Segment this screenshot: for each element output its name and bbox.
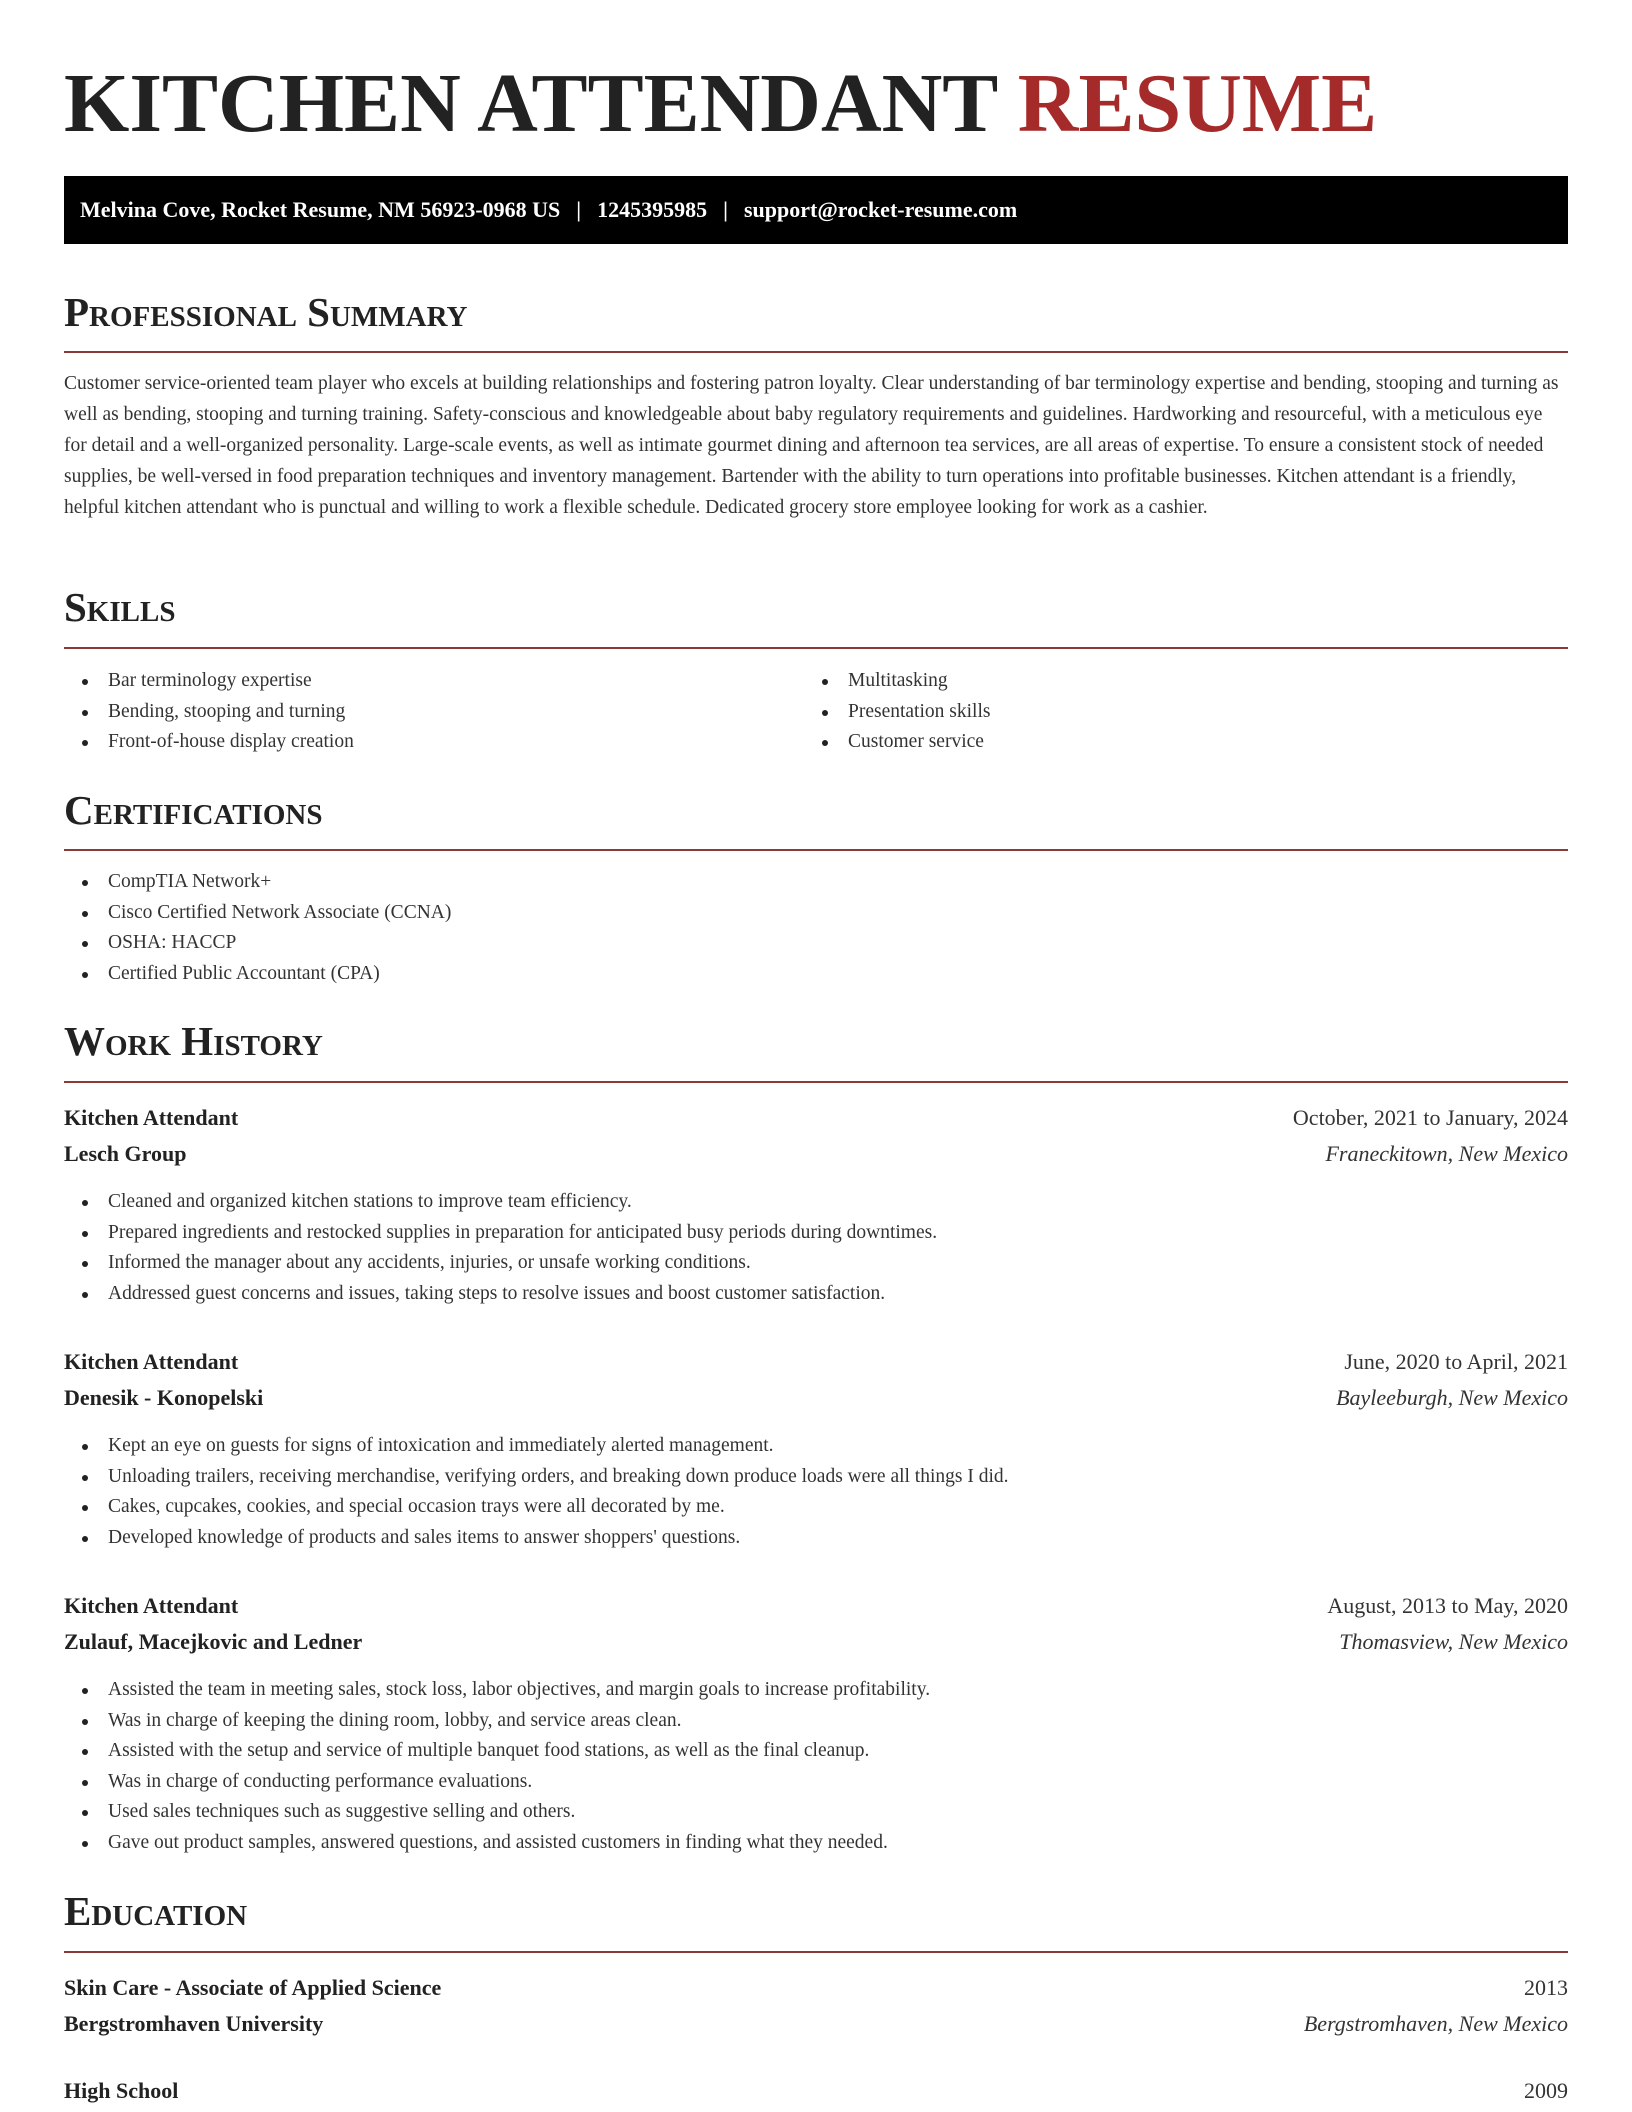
skill-item: Bar terminology expertise <box>64 666 804 697</box>
job-header <box>64 1100 1568 1136</box>
job-duty: Was in charge of keeping the dining room, lobby, and service areas clean. <box>64 1706 1568 1737</box>
education-degree: Skin Care - Associate of Applied Science <box>64 1975 442 2000</box>
skills-list-left <box>64 666 804 758</box>
job-duty: Assisted the team in meeting sales, stock loss, labor objectives, and margin goals to increase profitability. <box>64 1675 1568 1706</box>
job-company: Zulauf, Macejkovic and Ledner <box>64 1629 363 1654</box>
skill-item: Bending, stooping and turning <box>64 697 804 728</box>
job-location: Franeckitown, New Mexico <box>1325 1141 1568 1166</box>
job-title: Kitchen Attendant <box>64 1105 239 1130</box>
certification-item: Certified Public Accountant (CPA) <box>64 959 1568 990</box>
section-heading-work-history: Work History <box>64 1018 323 1064</box>
summary-text: Customer service-oriented team player who excels at building relationships and fostering patron loyalty. Clear understanding of bar terminology expertise and bending, stooping and turning as well as bending, stooping and turning training. Safety-conscious and knowledgeable about baby regulatory requirements and guidelines. Hardworking and resourceful, with a meticulous eye for detail and a well-organized personality. Large-scale events, as well as intimate gourmet dining and afternoon tea services, are all areas of expertise. To ensure a consistent stock of needed supplies, be well-versed in food preparation techniques and inventory management. Bartender with the ability to turn operations into profitable businesses. Kitchen attendant is a friendly, helpful kitchen attendant who is punctual and willing to work a flexible schedule. Dedicated grocery store employee looking for work as a cashier. <box>64 373 1559 518</box>
section-heading-education: Education <box>64 1888 248 1934</box>
job-duties-list <box>64 1675 1568 1858</box>
job-company: Lesch Group <box>64 1141 187 1166</box>
job-subheader <box>64 1380 1568 1416</box>
section-divider <box>64 351 1568 353</box>
education-subheader <box>64 2006 1568 2042</box>
job-duties-list <box>64 1187 1568 1309</box>
certifications-list <box>64 867 1568 989</box>
education-year: 2009 <box>1524 2078 1568 2103</box>
job-duty: Gave out product samples, answered questions, and assisted customers in finding what they needed. <box>64 1828 1568 1859</box>
contact-bar <box>64 176 1568 244</box>
title-main: KITCHEN ATTENDANT <box>64 57 997 150</box>
contact-separator: | <box>723 197 728 222</box>
job-duty: Addressed guest concerns and issues, taking steps to resolve issues and boost customer satisfaction. <box>64 1279 1568 1310</box>
job-title: Kitchen Attendant <box>64 1349 239 1374</box>
job-duty: Used sales techniques such as suggestive selling and others. <box>64 1797 1568 1828</box>
job-title: Kitchen Attendant <box>64 1593 239 1618</box>
education-header <box>64 2073 1568 2109</box>
job-duty: Cleaned and organized kitchen stations to improve team efficiency. <box>64 1187 1568 1218</box>
job-duty: Assisted with the setup and service of multiple banquet food stations, as well as the final cleanup. <box>64 1736 1568 1767</box>
job-duty: Developed knowledge of products and sales items to answer shoppers' questions. <box>64 1523 1568 1554</box>
section-divider <box>64 1081 1568 1083</box>
skill-item: Multitasking <box>804 666 1544 697</box>
section-divider <box>64 647 1568 649</box>
education-degree: High School <box>64 2078 179 2103</box>
skill-item: Customer service <box>804 727 1544 758</box>
job-location: Thomasview, New Mexico <box>1339 1629 1568 1654</box>
certification-item: OSHA: HACCP <box>64 928 1568 959</box>
skills-list-right <box>804 666 1544 758</box>
resume-title <box>64 54 1377 154</box>
job-duty: Prepared ingredients and restocked supplies in preparation for anticipated busy periods during downtimes. <box>64 1218 1568 1249</box>
job-company: Denesik - Konopelski <box>64 1385 264 1410</box>
contact-email[interactable]: support@rocket-resume.com <box>743 197 1018 222</box>
contact-phone: 1245395985 <box>597 197 708 222</box>
job-location: Bayleeburgh, New Mexico <box>1336 1385 1568 1410</box>
contact-address: Melvina Cove, Rocket Resume, NM 56923-0968 US <box>80 197 561 222</box>
skill-item: Front-of-house display creation <box>64 727 804 758</box>
education-location: Bergstromhaven, New Mexico <box>1303 2011 1568 2036</box>
education-year: 2013 <box>1524 1975 1568 2000</box>
job-subheader <box>64 1136 1568 1172</box>
section-divider <box>64 1951 1568 1953</box>
section-heading-summary: Professional Summary <box>64 289 468 335</box>
job-dates: June, 2020 to April, 2021 <box>1344 1349 1568 1374</box>
section-heading-certifications: Certifications <box>64 787 323 833</box>
job-header <box>64 1344 1568 1380</box>
job-duty: Kept an eye on guests for signs of intoxication and immediately alerted management. <box>64 1431 1568 1462</box>
job-duty: Was in charge of conducting performance evaluations. <box>64 1767 1568 1798</box>
education-header <box>64 1970 1568 2006</box>
job-dates: August, 2013 to May, 2020 <box>1327 1593 1568 1618</box>
section-divider <box>64 849 1568 851</box>
job-duties-list <box>64 1431 1568 1553</box>
job-subheader <box>64 1624 1568 1660</box>
education-school: Bergstromhaven University <box>64 2011 324 2036</box>
job-duty: Cakes, cupcakes, cookies, and special occasion trays were all decorated by me. <box>64 1492 1568 1523</box>
skill-item: Presentation skills <box>804 697 1544 728</box>
job-duty: Informed the manager about any accidents, injuries, or unsafe working conditions. <box>64 1248 1568 1279</box>
job-header <box>64 1588 1568 1624</box>
title-accent: RESUME <box>1017 57 1378 150</box>
job-dates: October, 2021 to January, 2024 <box>1292 1105 1568 1130</box>
job-duty: Unloading trailers, receiving merchandise, verifying orders, and breaking down produce loads were all things I did. <box>64 1462 1568 1493</box>
section-heading-skills: Skills <box>64 584 176 630</box>
certification-item: Cisco Certified Network Associate (CCNA) <box>64 898 1568 929</box>
certification-item: CompTIA Network+ <box>64 867 1568 898</box>
contact-separator: | <box>576 197 582 222</box>
